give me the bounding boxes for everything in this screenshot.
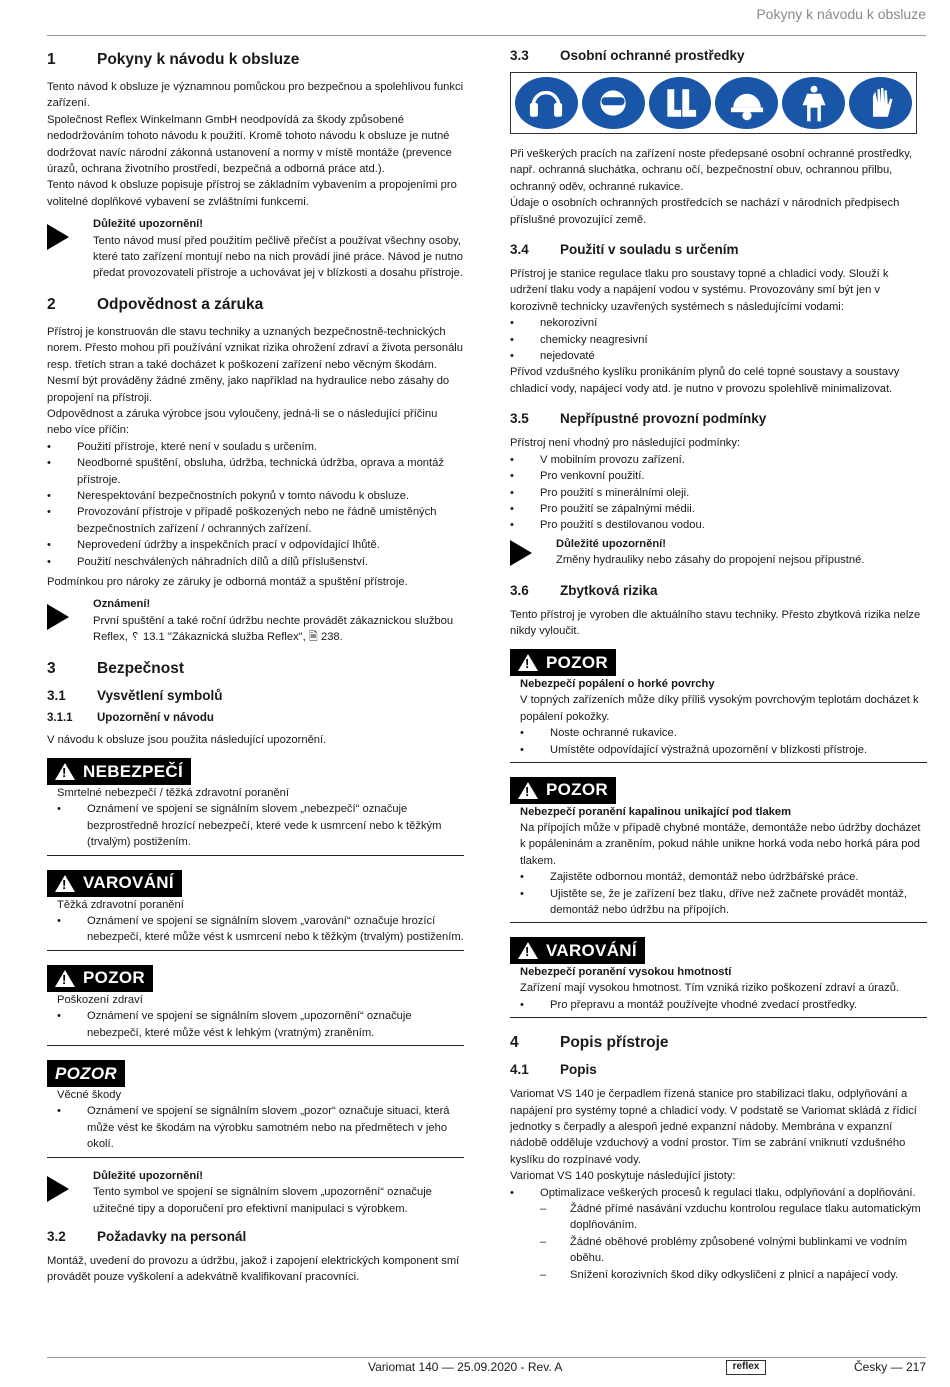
list-item: • Nerespektování bezpečnostních pokynů v tomto návodu k obsluze. bbox=[47, 488, 464, 504]
heading-title: Použití v souladu s určením bbox=[560, 242, 739, 258]
footer-page: Česky — 217 bbox=[853, 1360, 926, 1374]
s2-paragraph: Přístroj je konstruován dle stavu techniky a uznaných bezpečnostně-technických norem. Přesto mohou při používání vznikat rizika ohrožení zdraví a života personálu resp. třetích stran a také docházet k poškození zařízení nebo věcným škodám. Nesmí být prováděny žádné změny, jako například na hydraulice nebo zásahy do propojení na přístroji. Odpovědnost a záruka výrobce jsou vyloučeny, jedná-li se o následující příčinu nebo více příčin: bbox=[47, 325, 464, 437]
heading-number: 3.6 bbox=[510, 582, 529, 598]
heading-2 bbox=[47, 296, 464, 314]
warning-icon bbox=[518, 942, 538, 959]
announcement-note bbox=[47, 596, 464, 645]
arrow-triangle-icon bbox=[510, 540, 532, 566]
list-item: • Pro použití s minerálními oleji. bbox=[510, 485, 927, 501]
ppe-icon-strip bbox=[510, 72, 917, 134]
s34-paragraph: Přístroj je stanice regulace tlaku pro soustavy topné a chladicí vody. Slouží k udržení tlaku vody a napájení vodou v systému. Provozovány smí být jen v korozivně technicky uzavřených systémech s následujícími vodami: bbox=[510, 268, 889, 313]
heading-3 bbox=[47, 660, 464, 678]
note-title: Oznámení! bbox=[93, 598, 151, 611]
header-rule bbox=[47, 35, 926, 36]
s36-paragraph: Tento přístroj je vyroben dle aktuálního stavu techniky. Přesto zbytková rizika nelze nikdy vyloučit. bbox=[510, 608, 921, 637]
important-note bbox=[47, 216, 464, 282]
list-item: • Optimalizace veškerých procesů k regulaci tlaku, odplyňování a doplňování. bbox=[510, 1185, 927, 1201]
s35-paragraph: Přístroj není vhodný pro následující podmínky: bbox=[510, 437, 741, 450]
list-item: • chemicky neagresivní bbox=[510, 332, 927, 348]
residual-risk-box-pressure bbox=[510, 777, 927, 923]
list-item: • nejedovaté bbox=[510, 348, 927, 364]
heading-number: 4.1 bbox=[510, 1062, 529, 1078]
s33-paragraph: Při veškerých pracích na zařízení noste předepsané osobní ochranné prostředky, např. ochranná sluchátka, ochranu očí, bezpečnostní obuv, ochrannou přilbu, ochranný oděv, ochranné rukavice. Údaje o osobních ochranných prostředcích se nachází v národních předpisech příslušné provozující země. bbox=[510, 148, 913, 226]
list-item: • Umístěte odpovídající výstražná upozornění v blízkosti přístroje. bbox=[520, 742, 927, 758]
sub-list-item: – Žádné oběhové problémy způsobené volnými bublinkami ve vodním oběhu. bbox=[540, 1234, 927, 1267]
list-item: • Použití přístroje, které není v souladu s určením. bbox=[47, 439, 464, 455]
signal-word-warning: ! VAROVÁNÍ bbox=[47, 870, 182, 897]
note-title: Důležité upozornění! bbox=[93, 218, 204, 231]
heading-number: 3.4 bbox=[510, 242, 529, 258]
heading-number: 2 bbox=[47, 295, 56, 313]
heading-3-3 bbox=[510, 48, 927, 63]
signal-word-notice: POZOR bbox=[47, 1060, 125, 1087]
heading-3-2 bbox=[47, 1229, 464, 1244]
list-item: • Použití neschválených náhradních dílů a dílů příslušenství. bbox=[47, 554, 464, 570]
s3-intro: V návodu k obsluze jsou použita následující upozornění. bbox=[47, 733, 327, 746]
footer-center: Variomat 140 — 25.09.2020 - Rev. A bbox=[368, 1360, 563, 1374]
list-item: • Pro přepravu a montáž používejte vhodné zvedací prostředky. bbox=[520, 997, 927, 1013]
note-text: Tento návod musí před použitím pečlivě přečíst a používat všechny osoby, které tato zařízení montují nebo na nich provádí jiné práce. Návod je nutno předat provozovateli přístroje a uchovávat jej v blízkosti a dosahu přístroje. bbox=[93, 234, 464, 280]
warning-icon bbox=[55, 763, 75, 780]
warning-icon bbox=[518, 654, 538, 671]
list-item: • Oznámení ve spojení se signálním slovem „nebezpečí“ označuje bezprostředně hrozící nebezpečí, které vede k usmrcení nebo k těžkým (trvalým) postižením. bbox=[57, 801, 464, 850]
helmet-icon bbox=[715, 77, 778, 129]
heading-number: 3.1.1 bbox=[47, 711, 73, 724]
heading-title: Vysvětlení symbolů bbox=[97, 687, 223, 703]
reflex-logo: reflex bbox=[726, 1360, 766, 1375]
box-subtitle: Smrtelné nebezpečí / těžká zdravotní poranění bbox=[57, 787, 289, 799]
footer-rule bbox=[47, 1357, 926, 1358]
heading-title: Nepřípustné provozní podmínky bbox=[560, 411, 767, 427]
note-text: První spuštění a také roční údržbu nechte provádět zákaznickou službou Reflex, ␦ 13.1 "Zákaznická služba Reflex", 🗎 238. bbox=[93, 614, 454, 644]
left-column bbox=[47, 40, 464, 1286]
heading-number: 3.2 bbox=[47, 1228, 66, 1244]
signal-word-caution: ! POZOR bbox=[47, 965, 153, 992]
arrow-triangle-icon bbox=[47, 224, 69, 250]
list-item: • Oznámení ve spojení se signálním slovem „pozor“ označuje situaci, která může vést ke škodám na výrobku samotném nebo na předmětech v jeho okolí. bbox=[57, 1103, 464, 1152]
signal-word-warning: ! VAROVÁNÍ bbox=[510, 937, 645, 964]
list-item: • Ujistěte se, že je zařízení bez tlaku, dříve než začnete provádět montáž, demontáž nebo údržbu na přípojích. bbox=[520, 886, 927, 919]
box-title: Nebezpečí poranění kapalinou unikající pod tlakem bbox=[520, 805, 792, 818]
s34-paragraph-2: Přívod vzdušného kyslíku pronikáním plynů do celé topné soustavy a soustavy chladicí vody, napájecí vody atd. je nutno v provozu spolehlivě minimalizovat. bbox=[510, 366, 900, 395]
list-item: • Pro použití se zápalnými médii. bbox=[510, 501, 927, 517]
heading-title: Odpovědnost a záruka bbox=[97, 295, 264, 313]
heading-number: 3.1 bbox=[47, 687, 66, 703]
ear-protection-icon bbox=[515, 77, 578, 129]
residual-risk-box-weight bbox=[510, 937, 927, 1018]
s2-list bbox=[47, 439, 464, 570]
eye-protection-icon bbox=[582, 77, 645, 129]
heading-4 bbox=[510, 1034, 927, 1052]
box-text: Na přípojích může v případě chybné montáže, demontáže nebo údržby docházet k popáleninám a zraněním, pokud náhle unikne horká voda nebo horká pára pod tlakem. bbox=[520, 821, 921, 867]
list-item: • Zajistěte odbornou montáž, demontáž nebo údržbářské práce. bbox=[520, 869, 927, 885]
heading-3-1 bbox=[47, 688, 464, 703]
danger-box bbox=[47, 758, 464, 856]
warning-box bbox=[47, 870, 464, 951]
residual-risk-box-burn bbox=[510, 649, 927, 763]
heading-3-5 bbox=[510, 411, 927, 426]
heading-title: Bezpečnost bbox=[97, 659, 184, 677]
heading-number: 1 bbox=[47, 51, 56, 68]
warning-icon bbox=[55, 875, 75, 892]
list-item: • Neodborné spuštění, obsluha, údržba, technická údržba, oprava a montáž přístroje. bbox=[47, 455, 464, 488]
heading-title: Upozornění v návodu bbox=[97, 711, 214, 724]
s35-list bbox=[510, 452, 927, 534]
list-item: • Oznámení ve spojení se signálním slovem „varování“ označuje hrozící nebezpečí, které může vést k usmrcení nebo k těžkým (trvalým) postižením. bbox=[57, 913, 464, 946]
box-subtitle: Věcné škody bbox=[57, 1089, 122, 1102]
heading-3-1-1 bbox=[47, 712, 464, 724]
note-title: Důležité upozornění! bbox=[556, 537, 667, 550]
sub-list-item: – Žádné přímé nasávání vzduchu kontrolou regulace tlaku automatickým doplňováním. bbox=[540, 1201, 927, 1234]
arrow-triangle-icon bbox=[47, 1176, 69, 1202]
list-item: • Neprovedení údržby a inspekčních prací v odpovídající lhůtě. bbox=[47, 537, 464, 553]
heading-number: 4 bbox=[510, 1034, 519, 1052]
list-item: • Oznámení ve spojení se signálním slovem „upozornění“ označuje nebezpečí, které může vést k lehkým (vratným) zraněním. bbox=[57, 1008, 464, 1041]
caution-box bbox=[47, 965, 464, 1046]
s34-list bbox=[510, 315, 927, 364]
arrow-triangle-icon bbox=[47, 604, 69, 630]
box-subtitle: Poškození zdraví bbox=[57, 993, 143, 1006]
heading-title: Pokyny k návodu k obsluze bbox=[97, 51, 300, 68]
note-title: Důležité upozornění! bbox=[93, 1169, 204, 1182]
heading-4-1 bbox=[510, 1062, 927, 1077]
gloves-icon bbox=[849, 77, 912, 129]
safety-boots-icon bbox=[649, 77, 712, 129]
s32-paragraph: Montáž, uvedení do provozu a údržbu, jakož i zapojení elektrických komponent smí provádět pouze vyškolení a adekvátně kvalifikovaní pracovníci. bbox=[47, 1254, 460, 1284]
box-subtitle: Těžká zdravotní poranění bbox=[57, 898, 184, 911]
heading-number: 3.3 bbox=[510, 48, 529, 63]
s2-paragraph-2: Podmínkou pro nároky ze záruky je odborná montáž a spuštění přístroje. bbox=[47, 575, 408, 588]
heading-title: Zbytková rizika bbox=[560, 582, 658, 598]
box-title: Nebezpečí poranění vysokou hmotností bbox=[520, 966, 732, 979]
list-item: • Pro použití s destilovanou vodou. bbox=[510, 517, 927, 533]
note-text: Tento symbol ve spojení se signálním slovem „upozornění“ označuje užitečné tipy a doporučení pro efektivní manipulaci s výrobkem. bbox=[93, 1186, 432, 1215]
important-note bbox=[47, 1168, 464, 1217]
s4-sublist bbox=[540, 1201, 927, 1283]
heading-3-6 bbox=[510, 583, 927, 598]
note-text: Změny hydrauliky nebo zásahy do propojení nejsou přípustné. bbox=[556, 554, 865, 567]
heading-number: 3 bbox=[47, 659, 56, 677]
sub-list-item: – Snížení korozivních škod díky odkysličení z plnicí a napájecí vody. bbox=[540, 1267, 927, 1283]
box-text: Zařízení mají vysokou hmotnost. Tím vzniká riziko poškození zdraví a úrazů. bbox=[520, 982, 900, 995]
heading-title: Požadavky na personál bbox=[97, 1228, 247, 1244]
s4-list bbox=[510, 1185, 927, 1201]
heading-number: 3.5 bbox=[510, 411, 529, 427]
signal-word-danger: ! NEBEZPEČÍ bbox=[47, 758, 191, 785]
s4-paragraph: Variomat VS 140 je čerpadlem řízená stanice pro stabilizaci tlaku, odplyňování a napájení pro systémy topné a chladicí vody. V podstatě se Variomat skládá z řídicí jednotky s čerpadly a alespoň jedné expanzní nádoby. Membrána v expanzní nádobě odděluje vzduchový a vodní prostor. Tím se zabrání vniknutí vzdušného kyslíku do rozpínavé vody. Variomat VS 140 poskytuje následující jistoty: bbox=[510, 1088, 917, 1183]
signal-word-caution: ! POZOR bbox=[510, 649, 616, 676]
protective-clothing-icon bbox=[782, 77, 845, 129]
heading-title: Popis přístroje bbox=[560, 1034, 669, 1052]
right-column bbox=[510, 40, 927, 1283]
list-item: • nekorozivní bbox=[510, 315, 927, 331]
box-text: V topných zařízeních může díky příliš vysokým povrchovým teplotám docházet k popálení pokožky. bbox=[520, 694, 919, 723]
important-note bbox=[510, 536, 927, 569]
list-item: • Noste ochranné rukavice. bbox=[520, 725, 927, 741]
warning-icon bbox=[518, 782, 538, 799]
signal-word-caution: ! POZOR bbox=[510, 777, 616, 804]
running-header: Pokyny k návodu k obsluze bbox=[756, 6, 926, 22]
notice-box bbox=[47, 1060, 464, 1158]
s1-paragraph: Tento návod k obsluze je významnou pomůckou pro bezpečnou a spolehlivou funkci zařízení. Společnost Reflex Winkelmann GmbH neodpovídá za škody způsobené nedodržováním tohoto návodu k použití. Kromě tohoto návodu k obsluze je nutné dodržovat navíc národní zákonná ustanovení a normy v místě montáže (prevence úrazů, ochrana životního prostředí, bezpečná a odborná práce atd.). Tento návod k obsluze popisuje přístroj se základním vybavením a propojeními pro volitelné doplňkové vybavení se zvláštními funkcemi. bbox=[47, 81, 464, 208]
warning-icon bbox=[55, 970, 75, 987]
heading-title: Popis bbox=[560, 1062, 597, 1078]
list-item: • Pro venkovní použití. bbox=[510, 468, 927, 484]
heading-1 bbox=[47, 51, 464, 69]
list-item: • Provozování přístroje v případě poškozených nebo ne řádně umístěných bezpečnostních zařízení / ochranných zařízení. bbox=[47, 504, 464, 537]
heading-3-4 bbox=[510, 242, 927, 257]
heading-title: Osobní ochranné prostředky bbox=[560, 48, 745, 63]
list-item: • V mobilním provozu zařízení. bbox=[510, 452, 927, 468]
box-title: Nebezpečí popálení o horké povrchy bbox=[520, 678, 715, 691]
